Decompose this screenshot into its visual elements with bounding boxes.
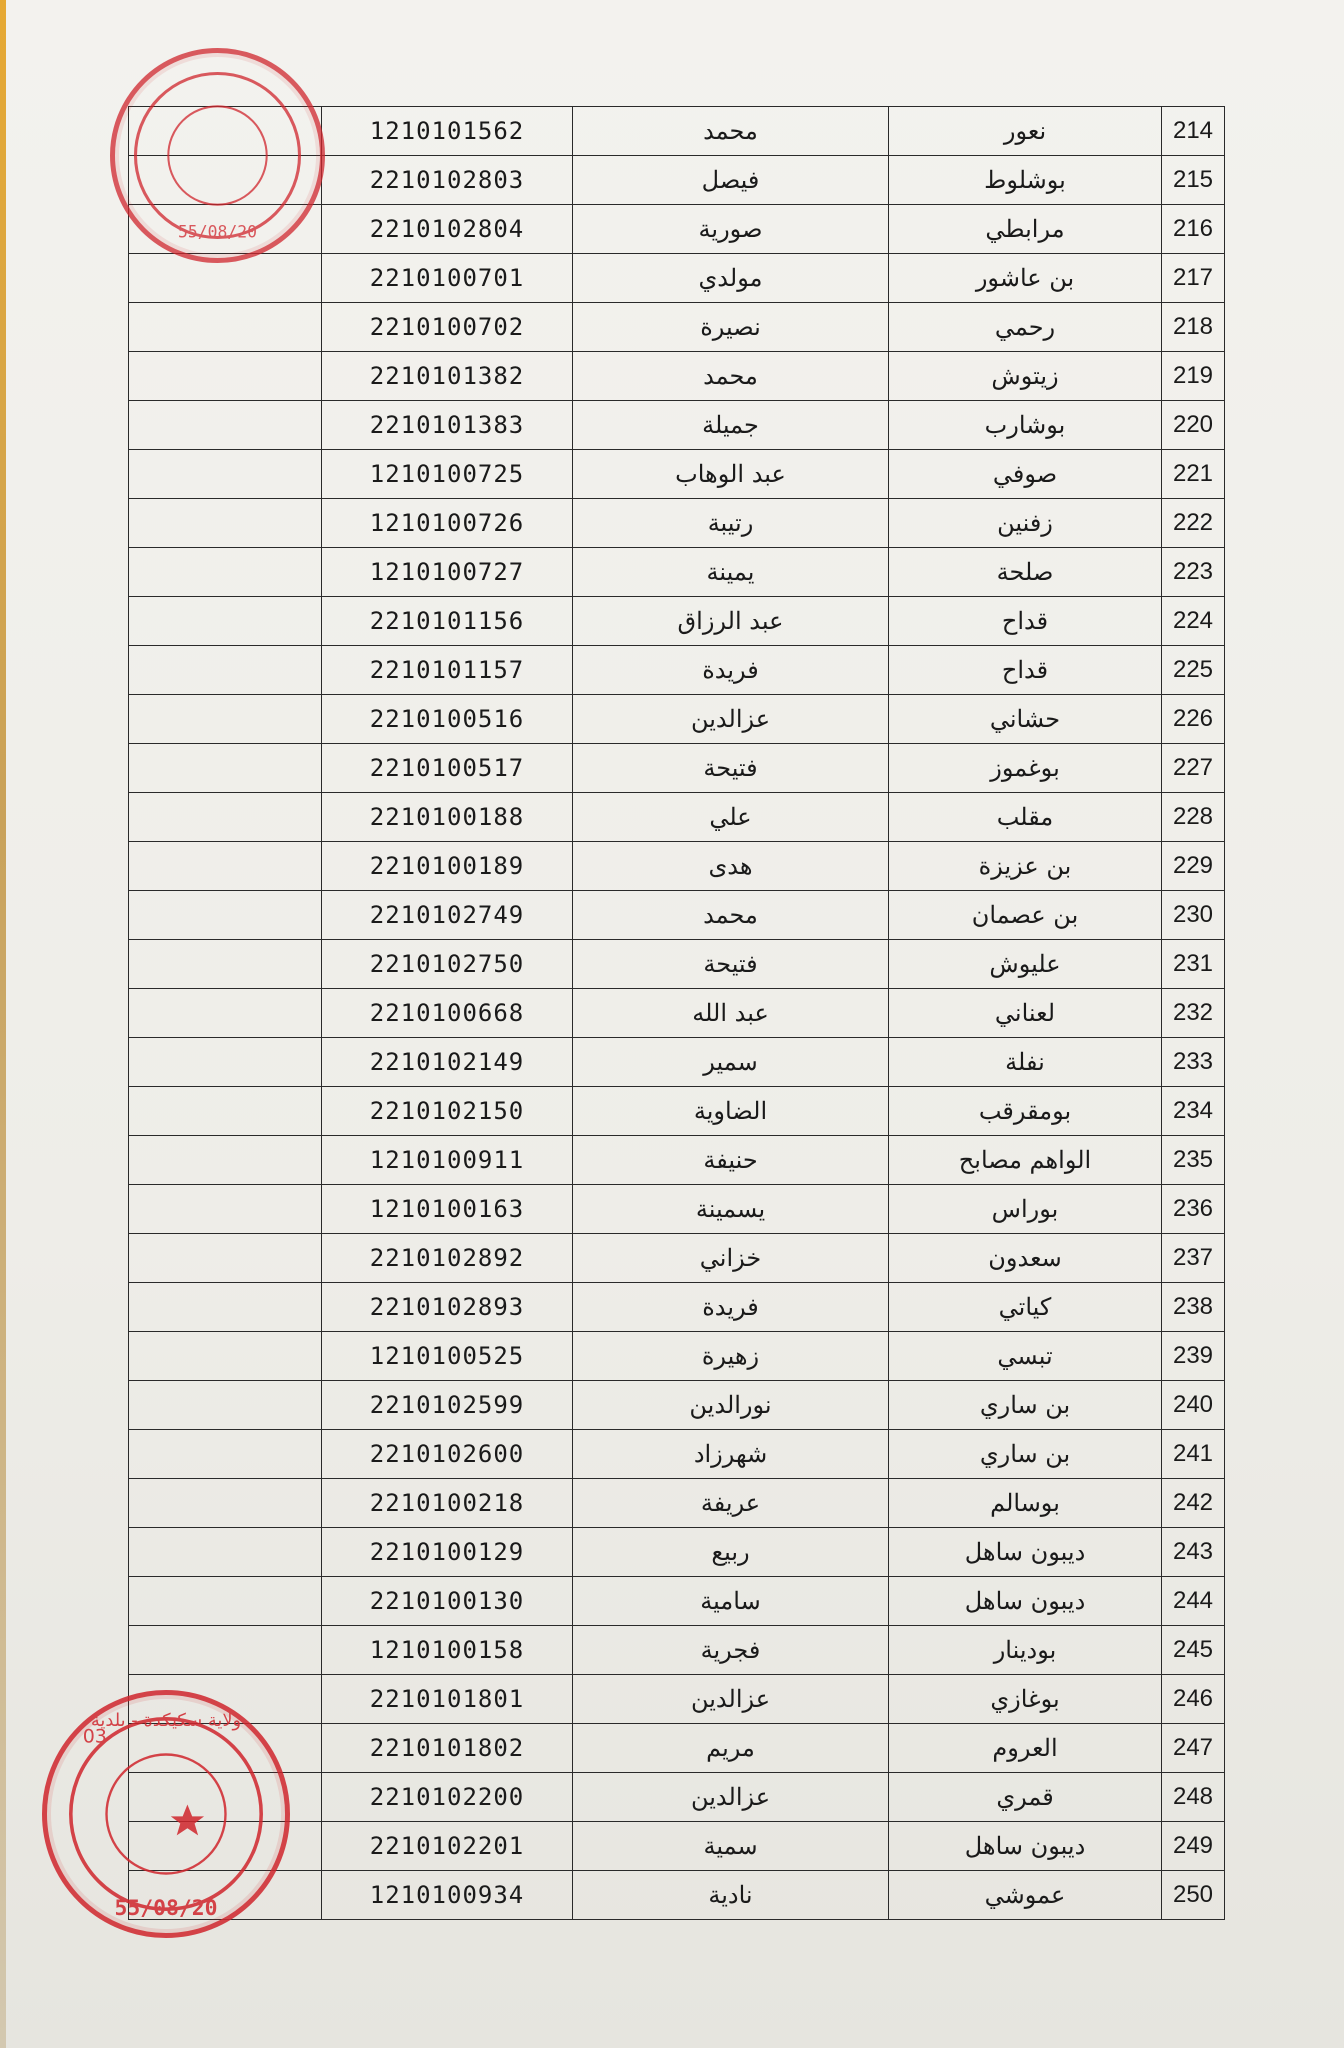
seal-date-top: 55/08/20	[178, 222, 257, 242]
blank-cell	[129, 499, 322, 548]
last-name-cell: العروم	[889, 1724, 1162, 1773]
first-name-cell: فجرية	[573, 1626, 889, 1675]
last-name-cell: بوغموز	[889, 744, 1162, 793]
row-number-cell: 220	[1162, 401, 1225, 450]
table-row	[129, 1479, 1225, 1528]
registration-code-cell: 2210100130	[322, 1577, 573, 1626]
last-name-cell: زيتوش	[889, 352, 1162, 401]
first-name-cell: نورالدين	[573, 1381, 889, 1430]
registration-code-cell: 2210100188	[322, 793, 573, 842]
table-row	[129, 1234, 1225, 1283]
blank-cell	[129, 793, 322, 842]
last-name-cell: مقلب	[889, 793, 1162, 842]
first-name-cell: ربيع	[573, 1528, 889, 1577]
blank-cell	[129, 1381, 322, 1430]
row-number-cell: 233	[1162, 1038, 1225, 1087]
blank-cell	[129, 1185, 322, 1234]
first-name-cell: رتيبة	[573, 499, 889, 548]
table-row	[129, 695, 1225, 744]
row-number-cell: 246	[1162, 1675, 1225, 1724]
last-name-cell: مرابطي	[889, 205, 1162, 254]
names-table	[128, 106, 1225, 1920]
row-number-cell: 222	[1162, 499, 1225, 548]
last-name-cell: صلحة	[889, 548, 1162, 597]
last-name-cell: بوغازي	[889, 1675, 1162, 1724]
row-number-cell: 247	[1162, 1724, 1225, 1773]
last-name-cell: الواهم مصابح	[889, 1136, 1162, 1185]
blank-cell	[129, 989, 322, 1038]
table-row	[129, 401, 1225, 450]
registration-code-cell: 2210101382	[322, 352, 573, 401]
blank-cell	[129, 1626, 322, 1675]
row-number-cell: 214	[1162, 107, 1225, 156]
row-number-cell: 218	[1162, 303, 1225, 352]
first-name-cell: عريفة	[573, 1479, 889, 1528]
registration-code-cell: 2210102749	[322, 891, 573, 940]
row-number-cell: 248	[1162, 1773, 1225, 1822]
first-name-cell: مريم	[573, 1724, 889, 1773]
registration-code-cell: 2210102599	[322, 1381, 573, 1430]
blank-cell	[129, 1283, 322, 1332]
registration-code-cell: 2210102201	[322, 1822, 573, 1871]
table-row	[129, 548, 1225, 597]
last-name-cell: نعور	[889, 107, 1162, 156]
registration-code-cell: 2210100701	[322, 254, 573, 303]
last-name-cell: تبسي	[889, 1332, 1162, 1381]
blank-cell	[129, 940, 322, 989]
seal-graphic	[47, 1695, 285, 1933]
registration-code-cell: 1210100725	[322, 450, 573, 499]
last-name-cell: بوسالم	[889, 1479, 1162, 1528]
registration-code-cell: 1210100727	[322, 548, 573, 597]
first-name-cell: خزاني	[573, 1234, 889, 1283]
last-name-cell: حشاني	[889, 695, 1162, 744]
registration-code-cell: 2210102600	[322, 1430, 573, 1479]
official-seal-bottom	[42, 1690, 290, 1938]
last-name-cell: ديبون ساهل	[889, 1822, 1162, 1871]
last-name-cell: بن عاشور	[889, 254, 1162, 303]
row-number-cell: 243	[1162, 1528, 1225, 1577]
row-number-cell: 240	[1162, 1381, 1225, 1430]
row-number-cell: 228	[1162, 793, 1225, 842]
last-name-cell: لعناني	[889, 989, 1162, 1038]
row-number-cell: 225	[1162, 646, 1225, 695]
registration-code-cell: 1210100726	[322, 499, 573, 548]
last-name-cell: عليوش	[889, 940, 1162, 989]
last-name-cell: بن ساري	[889, 1381, 1162, 1430]
row-number-cell: 223	[1162, 548, 1225, 597]
seal-date-bottom: 55/08/20	[114, 1896, 218, 1922]
table-row	[129, 1038, 1225, 1087]
row-number-cell: 215	[1162, 156, 1225, 205]
first-name-cell: فريدة	[573, 1283, 889, 1332]
blank-cell	[129, 1136, 322, 1185]
registration-code-cell: 1210100525	[322, 1332, 573, 1381]
registration-code-cell: 2210101802	[322, 1724, 573, 1773]
table-row	[129, 1773, 1225, 1822]
blank-cell	[129, 891, 322, 940]
blank-cell	[129, 1087, 322, 1136]
table-row	[129, 744, 1225, 793]
first-name-cell: فتيحة	[573, 940, 889, 989]
first-name-cell: سامية	[573, 1577, 889, 1626]
registration-code-cell: 2210102804	[322, 205, 573, 254]
table-row	[129, 1332, 1225, 1381]
table-row	[129, 1675, 1225, 1724]
last-name-cell: بودينار	[889, 1626, 1162, 1675]
registration-code-cell: 2210102893	[322, 1283, 573, 1332]
blank-cell	[129, 597, 322, 646]
official-seal-top	[110, 48, 325, 263]
registration-code-cell: 2210102150	[322, 1087, 573, 1136]
last-name-cell: قداح	[889, 646, 1162, 695]
last-name-cell: زفنين	[889, 499, 1162, 548]
row-number-cell: 229	[1162, 842, 1225, 891]
table-row	[129, 1871, 1225, 1920]
names-table-body	[129, 107, 1225, 1920]
registration-code-cell: 2210100517	[322, 744, 573, 793]
registration-code-cell: 1210100163	[322, 1185, 573, 1234]
last-name-cell: بن عزيزة	[889, 842, 1162, 891]
row-number-cell: 226	[1162, 695, 1225, 744]
last-name-cell: سعدون	[889, 1234, 1162, 1283]
first-name-cell: عبد الوهاب	[573, 450, 889, 499]
first-name-cell: نصيرة	[573, 303, 889, 352]
first-name-cell: شهرزاد	[573, 1430, 889, 1479]
first-name-cell: الضاوية	[573, 1087, 889, 1136]
blank-cell	[129, 352, 322, 401]
blank-cell	[129, 548, 322, 597]
first-name-cell: محمد	[573, 352, 889, 401]
first-name-cell: فيصل	[573, 156, 889, 205]
registration-code-cell: 2210100129	[322, 1528, 573, 1577]
table-row	[129, 254, 1225, 303]
table-row	[129, 303, 1225, 352]
last-name-cell: بن عصمان	[889, 891, 1162, 940]
table-row	[129, 1822, 1225, 1871]
table-row	[129, 1283, 1225, 1332]
registration-code-cell: 2210100668	[322, 989, 573, 1038]
first-name-cell: حنيفة	[573, 1136, 889, 1185]
blank-cell	[129, 1038, 322, 1087]
last-name-cell: كياتي	[889, 1283, 1162, 1332]
first-name-cell: علي	[573, 793, 889, 842]
row-number-cell: 236	[1162, 1185, 1225, 1234]
blank-cell	[129, 1577, 322, 1626]
registration-code-cell: 1210100911	[322, 1136, 573, 1185]
last-name-cell: بوشارب	[889, 401, 1162, 450]
registration-code-cell: 2210100218	[322, 1479, 573, 1528]
last-name-cell: بن ساري	[889, 1430, 1162, 1479]
first-name-cell: نادية	[573, 1871, 889, 1920]
last-name-cell: ديبون ساهل	[889, 1528, 1162, 1577]
first-name-cell: سمير	[573, 1038, 889, 1087]
row-number-cell: 216	[1162, 205, 1225, 254]
first-name-cell: يسمينة	[573, 1185, 889, 1234]
seal-graphic	[115, 53, 320, 258]
blank-cell	[129, 1430, 322, 1479]
registration-code-cell: 2210102200	[322, 1773, 573, 1822]
blank-cell	[129, 744, 322, 793]
table-row	[129, 1528, 1225, 1577]
row-number-cell: 234	[1162, 1087, 1225, 1136]
blank-cell	[129, 842, 322, 891]
last-name-cell: صوفي	[889, 450, 1162, 499]
last-name-cell: بومقرقب	[889, 1087, 1162, 1136]
row-number-cell: 217	[1162, 254, 1225, 303]
table-row	[129, 597, 1225, 646]
first-name-cell: زهيرة	[573, 1332, 889, 1381]
table-row	[129, 450, 1225, 499]
row-number-cell: 238	[1162, 1283, 1225, 1332]
registration-code-cell: 2210102803	[322, 156, 573, 205]
first-name-cell: صورية	[573, 205, 889, 254]
table-row	[129, 1577, 1225, 1626]
registration-code-cell: 2210100516	[322, 695, 573, 744]
row-number-cell: 242	[1162, 1479, 1225, 1528]
first-name-cell: فتيحة	[573, 744, 889, 793]
first-name-cell: جميلة	[573, 401, 889, 450]
row-number-cell: 244	[1162, 1577, 1225, 1626]
blank-cell	[129, 401, 322, 450]
table-row	[129, 842, 1225, 891]
first-name-cell: يمينة	[573, 548, 889, 597]
blank-cell	[129, 450, 322, 499]
first-name-cell: مولدي	[573, 254, 889, 303]
seal-code-bottom: 03	[82, 1725, 107, 1748]
blank-cell	[129, 1479, 322, 1528]
row-number-cell: 249	[1162, 1822, 1225, 1871]
row-number-cell: 232	[1162, 989, 1225, 1038]
last-name-cell: نفلة	[889, 1038, 1162, 1087]
blank-cell	[129, 1528, 322, 1577]
registration-code-cell: 2210101156	[322, 597, 573, 646]
registration-code-cell: 2210102149	[322, 1038, 573, 1087]
row-number-cell: 241	[1162, 1430, 1225, 1479]
last-name-cell: رحمي	[889, 303, 1162, 352]
row-number-cell: 231	[1162, 940, 1225, 989]
first-name-cell: عبد الله	[573, 989, 889, 1038]
table-row	[129, 1087, 1225, 1136]
first-name-cell: عزالدين	[573, 1675, 889, 1724]
row-number-cell: 221	[1162, 450, 1225, 499]
last-name-cell: بوشلوط	[889, 156, 1162, 205]
last-name-cell: قداح	[889, 597, 1162, 646]
registration-code-cell: 1210100158	[322, 1626, 573, 1675]
registration-code-cell: 2210101383	[322, 401, 573, 450]
table-row	[129, 1626, 1225, 1675]
table-row	[129, 1381, 1225, 1430]
last-name-cell: بوراس	[889, 1185, 1162, 1234]
row-number-cell: 235	[1162, 1136, 1225, 1185]
table-row	[129, 793, 1225, 842]
registration-code-cell: 2210101157	[322, 646, 573, 695]
first-name-cell: محمد	[573, 891, 889, 940]
blank-cell	[129, 1234, 322, 1283]
table-row	[129, 1185, 1225, 1234]
page-edge	[0, 0, 6, 2048]
last-name-cell: قمري	[889, 1773, 1162, 1822]
blank-cell	[129, 695, 322, 744]
row-number-cell: 239	[1162, 1332, 1225, 1381]
first-name-cell: سمية	[573, 1822, 889, 1871]
table-row	[129, 646, 1225, 695]
table-row	[129, 499, 1225, 548]
row-number-cell: 227	[1162, 744, 1225, 793]
blank-cell	[129, 646, 322, 695]
table-row	[129, 891, 1225, 940]
row-number-cell: 245	[1162, 1626, 1225, 1675]
blank-cell	[129, 303, 322, 352]
first-name-cell: عزالدين	[573, 695, 889, 744]
table-row	[129, 1430, 1225, 1479]
table-row	[129, 1136, 1225, 1185]
table-row	[129, 940, 1225, 989]
registration-code-cell: 1210100934	[322, 1871, 573, 1920]
row-number-cell: 250	[1162, 1871, 1225, 1920]
registration-code-cell: 2210102892	[322, 1234, 573, 1283]
registration-code-cell: 2210100702	[322, 303, 573, 352]
table-row	[129, 989, 1225, 1038]
first-name-cell: عزالدين	[573, 1773, 889, 1822]
registration-code-cell: 1210101562	[322, 107, 573, 156]
first-name-cell: عبد الرزاق	[573, 597, 889, 646]
row-number-cell: 237	[1162, 1234, 1225, 1283]
first-name-cell: هدى	[573, 842, 889, 891]
registration-code-cell: 2210101801	[322, 1675, 573, 1724]
registration-code-cell: 2210100189	[322, 842, 573, 891]
row-number-cell: 219	[1162, 352, 1225, 401]
last-name-cell: ديبون ساهل	[889, 1577, 1162, 1626]
table-row	[129, 352, 1225, 401]
registration-code-cell: 2210102750	[322, 940, 573, 989]
first-name-cell: محمد	[573, 107, 889, 156]
first-name-cell: فريدة	[573, 646, 889, 695]
last-name-cell: عموشي	[889, 1871, 1162, 1920]
blank-cell	[129, 1332, 322, 1381]
row-number-cell: 224	[1162, 597, 1225, 646]
seal-text-bottom: ولاية سكيكدة - بلدية	[90, 1709, 242, 1731]
row-number-cell: 230	[1162, 891, 1225, 940]
table-row	[129, 1724, 1225, 1773]
